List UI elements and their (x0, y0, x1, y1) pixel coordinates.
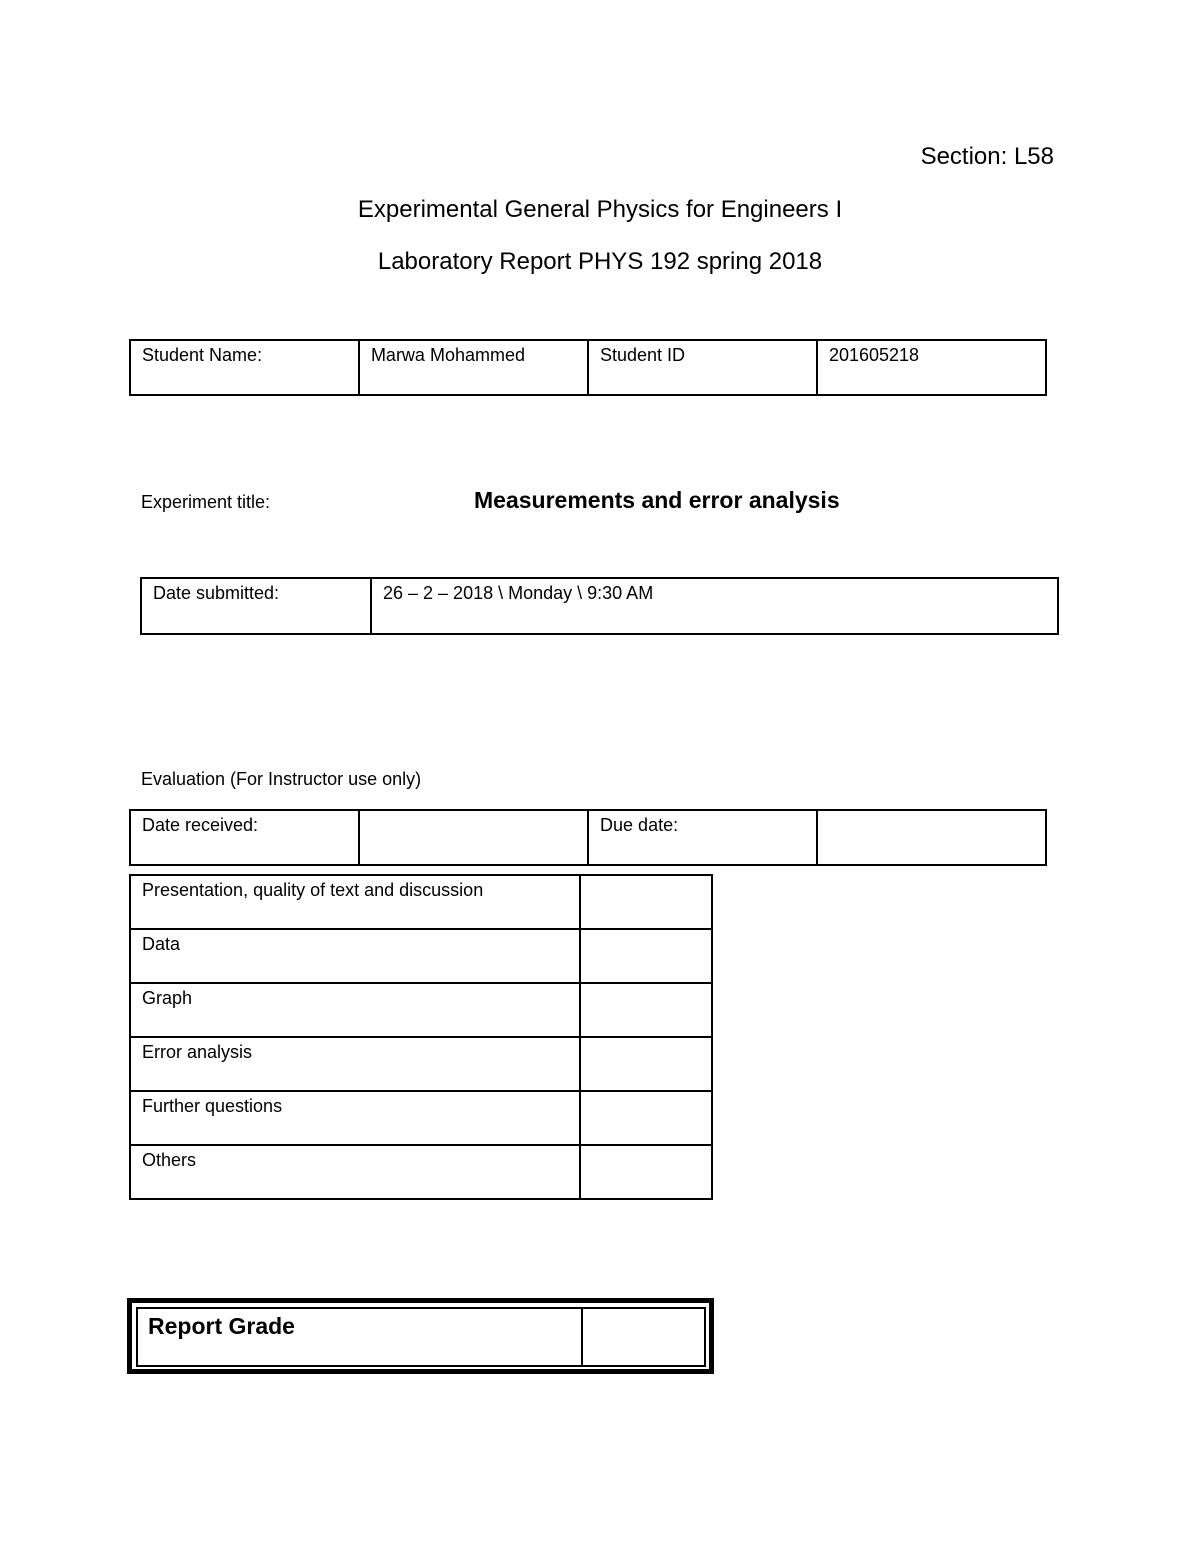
criterion-score (580, 1037, 713, 1091)
evaluation-dates-table (129, 809, 1047, 866)
report-title: Laboratory Report PHYS 192 spring 2018 (377, 248, 823, 275)
table-row (141, 578, 1058, 634)
student-name-label: Student Name: (130, 340, 359, 395)
table-row (130, 929, 712, 983)
experiment-title-label: Experiment title: (141, 492, 271, 512)
due-date-label: Due date: (588, 810, 817, 865)
table-row (130, 875, 712, 929)
table-row (130, 983, 712, 1037)
criterion-score (580, 1145, 713, 1199)
table-row (130, 340, 1046, 395)
criterion-name: Error analysis (130, 1037, 580, 1091)
table-row (130, 810, 1046, 865)
evaluation-criteria-table (129, 874, 713, 1200)
criterion-name: Graph (130, 983, 580, 1037)
report-grade-box (127, 1298, 714, 1374)
criterion-score (580, 875, 713, 929)
due-date-value (817, 810, 1046, 865)
table-row (130, 1145, 712, 1199)
student-name-value: Marwa Mohammed (359, 340, 588, 395)
report-grade-value (582, 1308, 705, 1366)
table-row (130, 1091, 712, 1145)
criterion-name: Further questions (130, 1091, 580, 1145)
date-received-label: Date received: (130, 810, 359, 865)
student-info-table (129, 339, 1047, 396)
submission-table (140, 577, 1059, 635)
date-received-value (359, 810, 588, 865)
report-grade-table (136, 1307, 706, 1367)
table-row (137, 1308, 705, 1366)
criterion-name: Data (130, 929, 580, 983)
criterion-score (580, 983, 713, 1037)
criterion-name: Others (130, 1145, 580, 1199)
date-submitted-value: 26 – 2 – 2018 \ Monday \ 9:30 AM (371, 578, 1058, 634)
report-grade-label: Report Grade (137, 1308, 582, 1366)
criterion-score (580, 929, 713, 983)
date-submitted-label: Date submitted: (141, 578, 371, 634)
evaluation-label: Evaluation (For Instructor use only) (141, 769, 422, 789)
criterion-score (580, 1091, 713, 1145)
section-label: Section: L58 (920, 143, 1054, 170)
criterion-name: Presentation, quality of text and discussion (130, 875, 580, 929)
table-row (130, 1037, 712, 1091)
course-title: Experimental General Physics for Engineers I (357, 196, 843, 223)
student-id-value: 201605218 (817, 340, 1046, 395)
experiment-title-value: Measurements and error analysis (474, 487, 840, 513)
student-id-label: Student ID (588, 340, 817, 395)
